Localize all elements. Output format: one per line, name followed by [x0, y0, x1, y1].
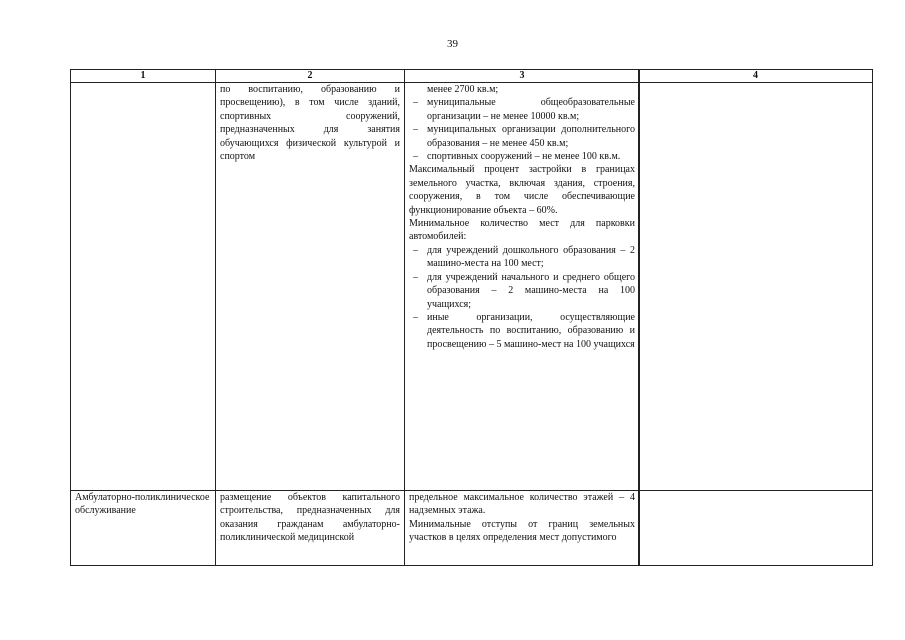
setbacks-paragraph: Минимальные отступы от границ земельных участков в целях определения мест допустимого	[409, 518, 635, 544]
row1-col3-parameters	[405, 83, 640, 491]
list-item	[409, 311, 635, 351]
table-header-row	[639, 70, 873, 83]
dash-marker: –	[413, 151, 418, 163]
list-item-text: муниципальных организации дополнительного образования – не менее 450 кв.м;	[427, 124, 635, 149]
dash-marker: –	[413, 311, 418, 323]
page-number: 39	[447, 38, 458, 50]
dash-marker: –	[413, 244, 418, 256]
list-item	[409, 271, 635, 311]
column-header-2: 2	[216, 70, 405, 83]
table-row	[71, 491, 640, 566]
row1-col4	[639, 83, 873, 491]
floors-paragraph: предельное максимальное количество этажей – 4 надземных этажа.	[409, 492, 635, 517]
regulations-table	[70, 69, 640, 566]
column-header-3: 3	[405, 70, 640, 83]
table-row	[639, 491, 873, 566]
dash-marker: –	[413, 97, 418, 109]
row2-col3-parameters	[405, 491, 640, 566]
table-row	[71, 83, 640, 491]
parking-paragraph: Минимальное количество мест для парковки автомобилей:	[409, 218, 635, 243]
dash-marker: –	[413, 271, 418, 283]
row2-col4	[639, 491, 873, 566]
list-item-text: для учреждений дошкольного образования – 2 машино-места на 100 мест;	[427, 244, 635, 270]
row2-col1-land-use-name: Амбулаторно-поликлиническое обслуживание	[71, 491, 216, 566]
row2-col2-land-use-description: размещение объектов капитального строительства, предназначенных для оказания гражданам амбулаторно-поликлинической медицинской	[216, 491, 405, 566]
list-item-text: иные организации, осуществляющие деятельность по воспитанию, образованию и просвещению – 5 машино-мест на 100 учащихся	[427, 311, 635, 350]
list-item	[409, 123, 635, 150]
dash-marker: –	[413, 124, 418, 136]
list-item	[409, 150, 635, 163]
row1-col1	[71, 83, 216, 491]
column-header-1: 1	[71, 70, 216, 83]
list-item	[409, 96, 635, 123]
regulations-table-col4	[638, 69, 873, 566]
list-item-text: для учреждений начального и среднего общего образования – 2 машино-места на 100 учащихся;	[427, 271, 635, 310]
column-header-4: 4	[639, 70, 873, 83]
continued-line: менее 2700 кв.м;	[427, 84, 499, 95]
list-item	[409, 244, 635, 271]
list-item-text: спортивных сооружений – не менее 100 кв.м.	[427, 151, 621, 163]
list-item-text: муниципальные общеобразовательные организации – не менее 10000 кв.м;	[427, 97, 635, 122]
row1-col2-land-use-description: по воспитанию, образованию и просвещению), в том числе зданий, спортивных сооружений, предназначенных для занятия обучающихся физической культурой и спортом	[216, 83, 405, 491]
table-row	[639, 83, 873, 491]
building-coverage-paragraph: Максимальный процент застройки в границах земельного участка, включая здания, строения, сооружения, в том числе обеспечивающие функционирование объекта – 60%.	[409, 164, 635, 216]
table-header-row	[71, 70, 640, 83]
